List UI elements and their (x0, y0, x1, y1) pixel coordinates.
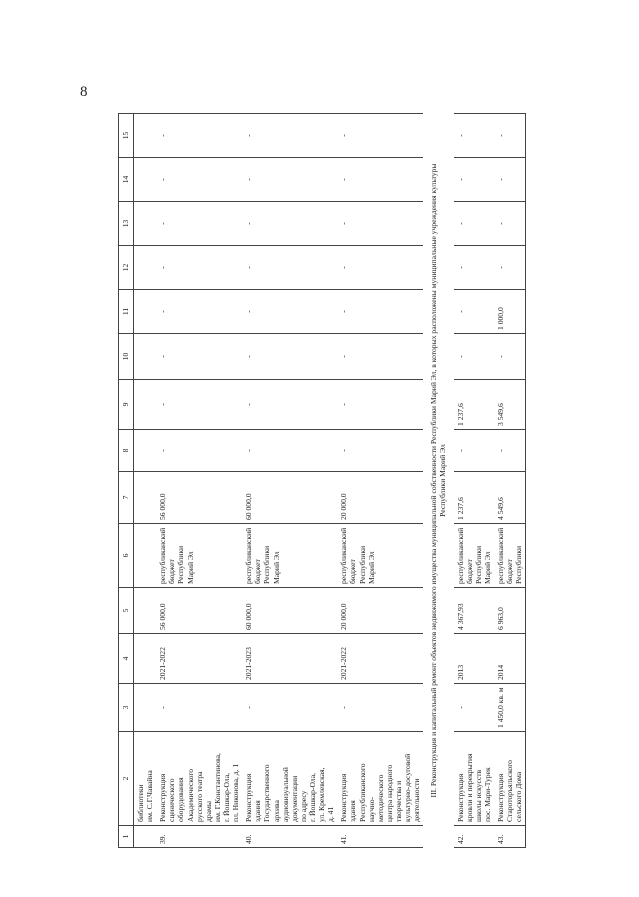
year-cell: - (337, 334, 423, 380)
year-cell: - (337, 290, 423, 334)
year-cell: - (454, 202, 494, 246)
table-row (454, 114, 494, 848)
year-cell: - (242, 202, 337, 246)
year-cell: - (156, 334, 242, 380)
capacity-cell: - (242, 684, 337, 732)
year-cell: - (494, 202, 526, 246)
object-name: библиотеки им. С.Г.Чавайна (134, 732, 157, 826)
object-name: Реконструкция Староторъяльского сельского Дома (494, 732, 526, 826)
capacity-cell: - (454, 684, 494, 732)
year-cell: - (454, 334, 494, 380)
year-cell: 1 000,0 (494, 290, 526, 334)
estimated-cost-cell: 20 000,0 (337, 588, 423, 634)
header-cell: 7 (119, 472, 134, 524)
year-cell: - (337, 202, 423, 246)
year-cell: - (156, 246, 242, 290)
total-cell: 60 000,0 (242, 472, 337, 524)
year-cell: - (337, 430, 423, 472)
period-cell: 2014 (494, 634, 526, 684)
header-cell: 13 (119, 202, 134, 246)
estimated-cost-cell: 56 000,0 (156, 588, 242, 634)
funding-source-cell: республиканский бюджет Республики Марий Эл (242, 524, 337, 588)
object-name: Реконструкция кровли и перекрытия школы искусств пос. Мари-Турек (454, 732, 494, 826)
page-number: 8 (80, 84, 88, 100)
year-cell: - (494, 158, 526, 202)
object-name: Реконструкция сценического оборудования Академического русского театра драмы им. Г.Константинова, г. Йошкар-Ола, пл. Никонова, д. 1 (156, 732, 242, 826)
table-row (156, 114, 242, 848)
year-cell: - (494, 246, 526, 290)
header-cell: 2 (119, 732, 134, 826)
header-cell: 11 (119, 290, 134, 334)
year-cell: - (337, 246, 423, 290)
period-cell: 2021-2022 (337, 634, 423, 684)
year-cell: - (242, 334, 337, 380)
year-cell: - (156, 290, 242, 334)
row-number: 41. (337, 826, 423, 848)
year-cell: - (494, 430, 526, 472)
year-cell: - (156, 202, 242, 246)
capacity-cell: - (337, 684, 423, 732)
header-cell: 14 (119, 158, 134, 202)
year-cell: - (156, 380, 242, 430)
row-number: 42. (454, 826, 494, 848)
header-cell: 8 (119, 430, 134, 472)
year-cell: - (156, 158, 242, 202)
table-row-continuation (134, 114, 157, 848)
estimated-cost-cell: 60 000,0 (242, 588, 337, 634)
year-cell: - (242, 246, 337, 290)
year-cell: - (337, 380, 423, 430)
year-cell: - (494, 114, 526, 158)
table-row (494, 114, 526, 848)
program-table (118, 113, 526, 848)
year-cell: - (454, 290, 494, 334)
object-name: Реконструкция здания Республиканского научно- методического центра народного творчества и культурно-досуговой деятельности (337, 732, 423, 826)
header-cell: 9 (119, 380, 134, 430)
funding-source-cell: республиканский бюджет Республики Марий Эл (156, 524, 242, 588)
row-number: 39. (156, 826, 242, 848)
year-cell: - (494, 334, 526, 380)
period-cell: 2021-2023 (242, 634, 337, 684)
column-number-header (119, 114, 134, 848)
total-cell: 1 237,6 (454, 472, 494, 524)
rotated-table-container (118, 68, 638, 848)
total-cell: 20 000,0 (337, 472, 423, 524)
year-cell: 3 549,6 (494, 380, 526, 430)
funding-source-cell: республиканский бюджет Республики Марий Эл (337, 524, 423, 588)
header-cell: 4 (119, 634, 134, 684)
year-cell: - (337, 114, 423, 158)
year-cell: - (337, 158, 423, 202)
year-cell: - (242, 114, 337, 158)
header-cell: 6 (119, 524, 134, 588)
year-cell: - (454, 114, 494, 158)
header-cell: 1 (119, 826, 134, 848)
row-number: 43. (494, 826, 526, 848)
estimated-cost-cell: 6 963,0 (494, 588, 526, 634)
estimated-cost-cell: 4 367,93 (454, 588, 494, 634)
year-cell: - (242, 290, 337, 334)
row-number: 40. (242, 826, 337, 848)
funding-source-cell: республиканский бюджет Республики (494, 524, 526, 588)
section-title: III. Реконструкция и капитальный ремонт объектов недвижимого имущества муниципальной собственности Республики Марий Эл, в которых расположены муниципальные учреждения культуры Республики Марий Эл (429, 163, 448, 798)
row-number (134, 826, 157, 848)
year-cell: - (242, 430, 337, 472)
header-cell: 12 (119, 246, 134, 290)
total-cell: 56 000,0 (156, 472, 242, 524)
period-cell: 2013 (454, 634, 494, 684)
year-cell: - (156, 430, 242, 472)
table-row (242, 114, 337, 848)
year-cell: - (242, 158, 337, 202)
year-cell: - (454, 158, 494, 202)
header-cell: 5 (119, 588, 134, 634)
total-cell: 4 549,6 (494, 472, 526, 524)
year-cell: - (242, 380, 337, 430)
funding-source-cell: республиканский бюджет Республики Марий Эл (454, 524, 494, 588)
capacity-cell: 1 450,0 кв. м (494, 684, 526, 732)
header-cell: 3 (119, 684, 134, 732)
year-cell: - (156, 114, 242, 158)
period-cell: 2021-2022 (156, 634, 242, 684)
object-name: Реконструкция здания Государственного архива аудиовизуальной документации по адресу г. Йошкар-Ола, ул. Кремлевская, д. 41 (242, 732, 337, 826)
table-row (337, 114, 423, 848)
year-cell: - (454, 246, 494, 290)
year-cell: - (454, 430, 494, 472)
capacity-cell: - (156, 684, 242, 732)
section-row (423, 114, 453, 848)
header-cell: 10 (119, 334, 134, 380)
year-cell: 1 237,6 (454, 380, 494, 430)
header-cell: 15 (119, 114, 134, 158)
